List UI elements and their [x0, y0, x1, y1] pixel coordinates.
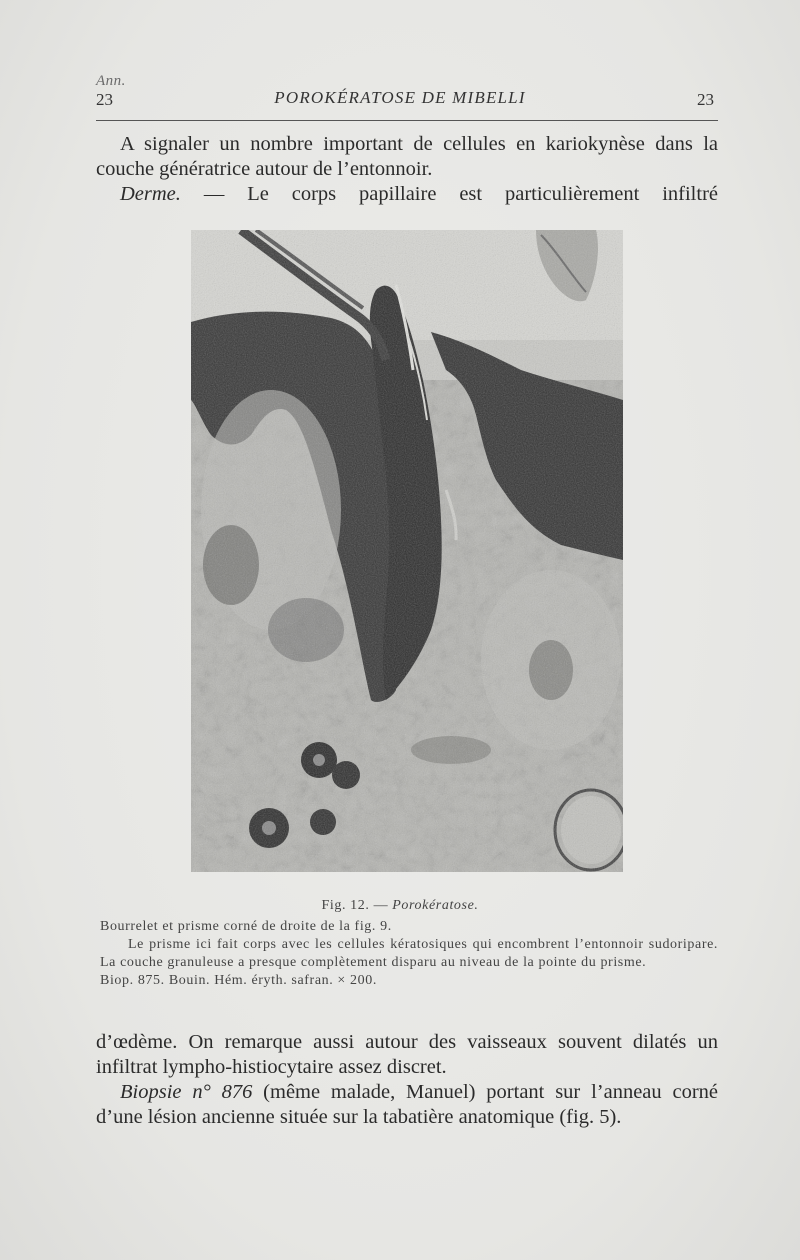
biopsie-text: (même malade, Manuel) portant sur l’anneau corné d’une lésion ancienne située sur la tabatière anatomique (fig. 5).: [96, 1081, 718, 1128]
paragraph-derme: [96, 182, 718, 207]
header-rule: [96, 120, 718, 121]
figure-number: Fig. 12. —: [321, 898, 393, 913]
figure-label: [0, 898, 800, 914]
biopsie-heading: Biopsie n° 876: [120, 1081, 253, 1103]
caption-line-1: Bourrelet et prisme corné de droite de la fig. 9.: [100, 919, 392, 934]
body-text-top: [96, 132, 718, 207]
paragraph-biopsie: [96, 1080, 718, 1130]
margin-note: Ann.: [96, 73, 126, 89]
derme-text: — Le corps papillaire est particulièrement infiltré: [180, 183, 718, 205]
folio-left: 23: [96, 90, 113, 109]
figure-title: Porokératose.: [392, 898, 479, 913]
running-title: POROKÉRATOSE DE MIBELLI: [274, 88, 526, 107]
micrograph-image: [191, 230, 623, 872]
derme-heading: Derme.: [120, 183, 181, 205]
caption-line-3: Biop. 875. Bouin. Hém. éryth. safran. × 200.: [100, 973, 377, 988]
page-number: 23: [697, 90, 714, 109]
paragraph-oedeme: d’œdème. On remarque aussi autour des vaisseaux souvent dilatés un infiltrat lympho-histiocytaire assez discret.: [96, 1031, 718, 1078]
caption-line-2: Le prisme ici fait corps avec les cellules kératosiques qui encombrent l’entonnoir sudoripare. La couche granuleuse a presque complètement disparu au niveau de la pointe du prisme.: [100, 937, 718, 970]
paragraph-kariokynese: A signaler un nombre important de cellules en kariokynèse dans la couche génératrice autour de l’entonnoir.: [96, 133, 718, 180]
body-text-bottom: [96, 1030, 718, 1130]
micrograph-figure: [191, 230, 623, 872]
figure-caption: [100, 918, 718, 990]
